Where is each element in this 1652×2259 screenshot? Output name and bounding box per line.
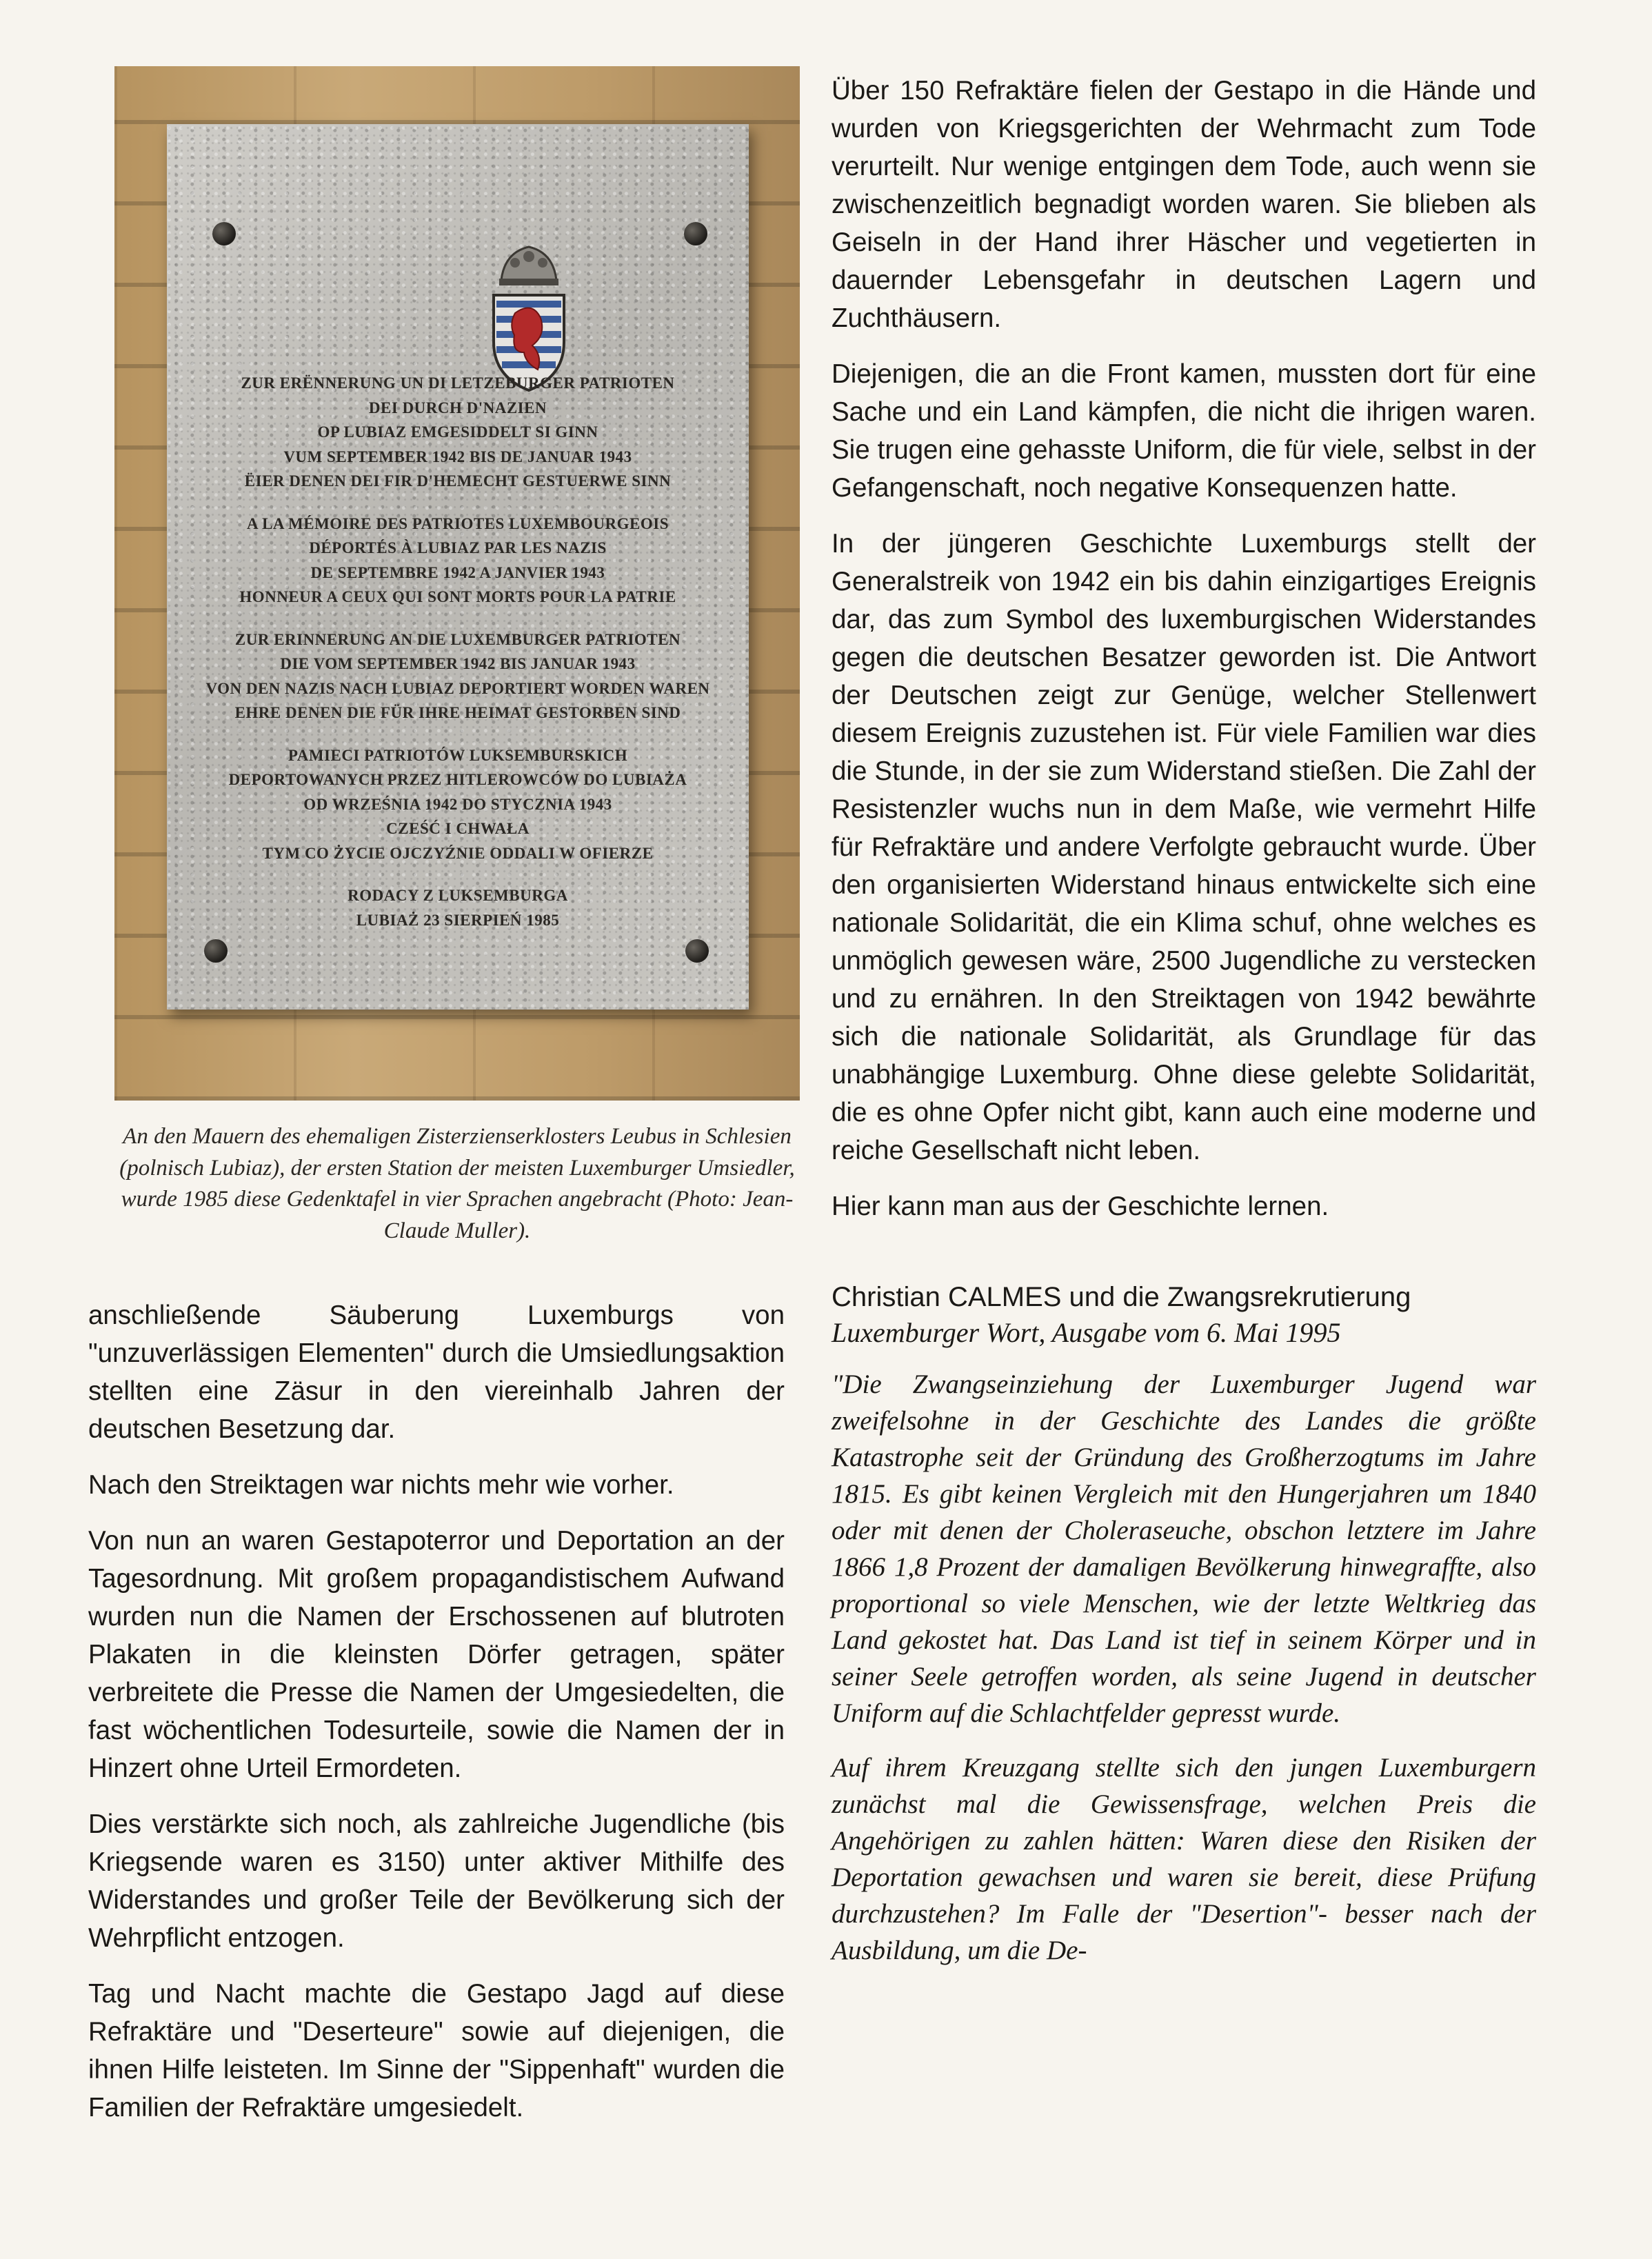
quote-block [832,1366,1536,1969]
inscription-line: ËIER DENEN DEI FIR D'HEMECHT GESTUERWE SINN [244,472,672,490]
inscription-line: PAMIECI PATRIOTÓW LUKSEMBURSKICH [288,746,628,764]
inscription-line: ZUR ERINNERUNG AN DIE LUXEMBURGER PATRIOTEN [234,630,681,648]
paragraph: Hier kann man aus der Geschichte lernen. [832,1192,1329,1221]
memorial-plaque-photo [114,66,800,1101]
inscription-line: OD WRZEŚNIA 1942 DO STYCZNIA 1943 [303,795,612,813]
section-subheading: Luxemburger Wort, Ausgabe vom 6. Mai 1995 [832,1317,1341,1348]
inscription-line: DIE VOM SEPTEMBER 1942 BIS JANUAR 1943 [280,655,636,672]
inscription-line: ZUR ERËNNERUNG UN DI LETZEBURGER PATRIOTEN [241,374,675,392]
bolt-icon [684,222,707,245]
inscription-gap [194,494,721,512]
bolt-icon [685,939,709,963]
inscription-line: TYM CO ŻYCIE OJCZYŹNIE ODDALI W OFIERZE [262,844,654,862]
photo-caption: An den Mauern des ehemaligen Zisterzienserklosters Leubus in Schlesien (polnisch Lubiaz), der ersten Station der meisten Luxemburger Umsiedler, wurde 1985 diese Gedenktafel in vier Sprachen angebracht (Photo: Jean-Claude Muller). [119,1124,795,1243]
inscription-line: RODACY Z LUKSEMBURGA [347,887,568,904]
inscription-line: VON DEN NAZIS NACH LUBIAZ DEPORTIERT WORDEN WAREN [205,679,710,697]
paragraph: Über 150 Refraktäre fielen der Gestapo in die Hände und wurden von Kriegsgerichten der Wehrmacht zum Tode verurteilt. Nur wenige entgingen dem Tode, auch wenn sie zwischenzeitlich begnadigt worden waren. Sie blieben als Geiseln in der Hand ihrer Häscher und vegetierten in dauernder Lebensgefahr in deutschen Lagern und Zuchthäusern. [832,76,1536,333]
inscription-line: DÉPORTÉS À LUBIAZ PAR LES NAZIS [309,539,607,556]
section-heading: Christian CALMES und die Zwangsrekrutierung [832,1282,1411,1312]
inscription-line: EHRE DENEN DIE FÜR IHRE HEIMAT GESTORBEN SIND [234,704,681,721]
paragraph: Dies verstärkte sich noch, als zahlreiche Jugendliche (bis Kriegsende waren es 3150) unter aktiver Mithilfe des Widerstandes und großer Teile der Bevölkerung sich der Wehrpflicht entzogen. [88,1809,785,1953]
inscription-line: DEI DURCH D'NAZIEN [368,399,547,416]
paragraph: In der jüngeren Geschichte Luxemburgs stellt der Generalstreik von 1942 ein bis dahin einzigartiges Ereignis dar, das zum Symbol des luxemburgischen Widerstandes gegen die deutschen Besatzer geworden ist. Die Antwort der Deutschen zeigt zur Genüge, welcher Stellenwert diesem Ereignis zuzustehen ist. Für viele Familien war dies die Stunde, in der sie zum Widerstand stießen. Die Zahl der Resistenzler wuchs nun in dem Maße, wie vermehrt Hilfe für Refraktäre und andere Verfolgte gebraucht wurde. Über den organisierten Widerstand hinaus entwickelte sich eine nationale Solidarität, die ein Klima schuf, ohne welches es unmöglich gewesen wäre, 2500 Jugendliche zu verstecken und zu ernähren. In den Streiktagen von 1942 bewährte sich die nationale Solidarität, als Grundlage für das unabhängige Luxemburg. Ohne diese gelebte Solidarität, die es ohne Opfer nicht gibt, kann auch eine moderne und reiche Gesellschaft nicht leben. [832,529,1536,1165]
inscription-gap [194,865,721,883]
paragraph: Von nun an waren Gestapoterror und Deportation an der Tagesordnung. Mit großem propagandistischem Aufwand wurden nun die Namen der Erschossenen auf blutroten Plakaten in die kleinsten Dörfer getragen, später verbreitete die Presse die Namen der Umgesiedelten, die fast wöchentlichen Todesurteile, sowie die Namen der in Hinzert ohne Urteil Ermordeten. [88,1526,785,1783]
paragraph: Nach den Streiktagen war nichts mehr wie vorher. [88,1470,674,1500]
paragraph: anschließende Säuberung Luxemburgs von "unzuverlässigen Elementen" durch die Umsiedlungsaktion stellten eine Zäsur in den viereinhalb Jahren der deutschen Besetzung dar. [88,1301,785,1444]
inscription-line: CZEŚĆ I CHWAŁA [386,820,530,837]
right-column [832,72,1536,1969]
plaque-inscription [194,371,721,932]
quote-paragraph: "Die Zwangseinziehung der Luxemburger Jugend war zweifelsohne in der Geschichte des Landes die größte Katastrophe seit der Gründung des Großherzogtums im Jahre 1815. Es gibt keinen Vergleich mit den Hungerjahren um 1840 oder mit denen der Choleraseuche, obschon letztere im Jahre 1866 1,8 Prozent der damaligen Bevölkerung hinwegraffte, also proportional so viele Menschen, wie der letzte Weltkrieg das Land gekostet hat. Das Land ist tief in seinem Körper und in seiner Seele getroffen worden, als seine Jugend in deutscher Uniform auf die Schlachtfelder gepresst wurde. [832,1369,1536,1728]
inscription-line: DEPORTOWANYCH PRZEZ HITLEROWCÓW DO LUBIAŻA [228,771,687,788]
inscription-gap [194,725,721,743]
paragraph: Tag und Nacht machte die Gestapo Jagd auf diese Refraktäre und "Deserteure" sowie auf diejenigen, die ihnen Hilfe leisteten. Im Sinne der "Sippenhaft" wurden die Familien der Refraktäre umgesiedelt. [88,1979,785,2122]
inscription-line: A LA MÉMOIRE DES PATRIOTES LUXEMBOURGEOIS [247,514,669,532]
inscription-line: DE SEPTEMBRE 1942 A JANVIER 1943 [310,563,605,581]
inscription-line: OP LUBIAZ EMGESIDDELT SI GINN [317,423,598,441]
inscription-line: LUBIAŻ 23 SIERPIEŃ 1985 [356,911,560,929]
bolt-icon [204,939,228,963]
quote-paragraph: Auf ihrem Kreuzgang stellte sich den jungen Luxemburgern zunächst mal die Gewissensfrage, welchen Preis die Angehörigen zu zahlen hätten: Waren diese den Risiken der Deportation gewachsen und waren sie bereit, diese Prüfung durchzustehen? Im Falle der "Desertion"- besser nach der Ausbildung, um die De- [832,1753,1536,1965]
paragraph: Diejenigen, die an die Front kamen, mussten dort für eine Sache und ein Land kämpfen, die nicht die ihrigen waren. Sie trugen eine gehasste Uniform, die für viele, selbst in der Gefangenschaft, noch negative Konsequenzen hatte. [832,359,1536,503]
bolt-icon [212,222,236,245]
inscription-gap [194,610,721,628]
plaque [167,124,749,1010]
left-column [88,1296,785,2127]
inscription-line: VUM SEPTEMBER 1942 BIS DE JANUAR 1943 [283,448,632,465]
inscription-line: HONNEUR A CEUX QUI SONT MORTS POUR LA PATRIE [239,588,676,605]
